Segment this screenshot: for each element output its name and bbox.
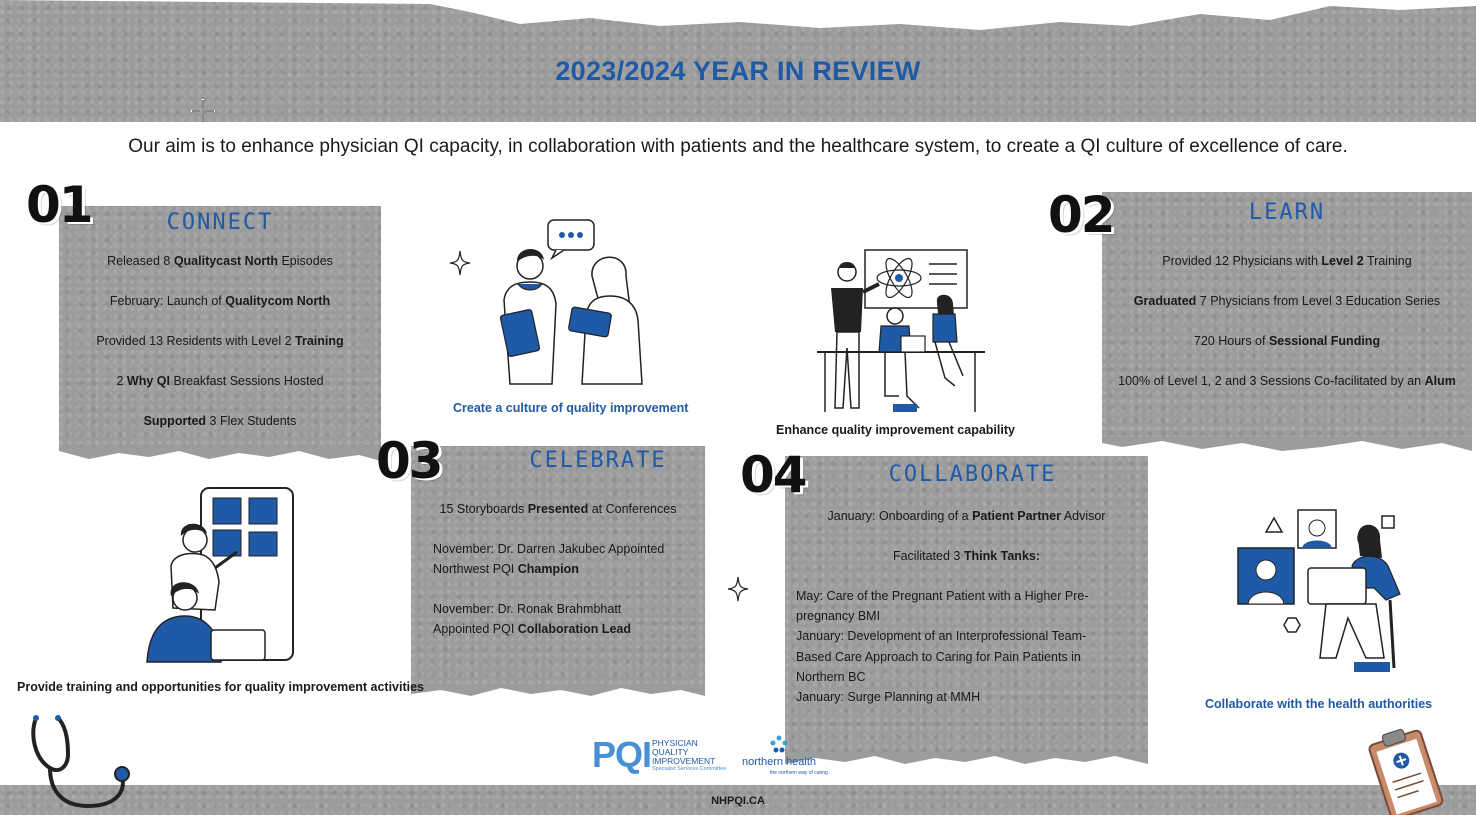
section-number-04: 04 — [740, 446, 806, 504]
puzzle-training-illustration — [145, 486, 297, 664]
celebrate-card — [411, 446, 705, 686]
northern-health-mark-icon — [768, 734, 790, 756]
collaborate-item: Facilitated 3 Think Tanks: — [892, 549, 1041, 563]
torn-edge — [785, 752, 1148, 768]
celebrate-heading: CELEBRATE — [529, 448, 667, 473]
sparkle-icon — [727, 576, 749, 602]
stethoscope-icon — [28, 714, 134, 810]
top-banner — [0, 0, 1476, 122]
learn-item: 720 Hours of Sessional Funding — [1193, 334, 1381, 348]
collaborate-item: January: Onboarding of a Patient Partner Advisor — [827, 509, 1106, 523]
section-number-03: 03 — [376, 432, 442, 490]
pqi-logo — [592, 736, 732, 776]
connect-card — [59, 206, 381, 449]
collaborate-card — [785, 456, 1148, 754]
collaborate-item: pregnancy BMI — [796, 609, 881, 623]
northern-health-name: northern health — [742, 756, 816, 768]
team-whiteboard-illustration — [815, 248, 987, 414]
sparkle-icon — [449, 250, 471, 276]
collaborate-item: Based Care Approach to Caring for Pain Patients in — [796, 650, 1081, 664]
caption-capability: Enhance quality improvement capability — [776, 423, 1015, 437]
aim-statement: Our aim is to enhance physician QI capacity, in collaboration with patients and the healthcare system, to create a QI culture of excellence of care. — [128, 136, 1348, 157]
learn-item: Graduated 7 Physicians from Level 3 Education Series — [1133, 294, 1441, 308]
celebrate-item: Appointed PQI Collaboration Lead — [433, 622, 631, 636]
crosshair-icon — [190, 98, 216, 124]
northern-health-tagline: the northern way of caring — [770, 770, 828, 776]
clipboard-icon — [1366, 728, 1444, 815]
celebrate-item: Northwest PQI Champion — [433, 562, 579, 576]
learn-card — [1102, 192, 1472, 439]
collaborate-item: January: Surge Planning at MMH — [796, 690, 981, 704]
connect-item: 2 Why QI Breakfast Sessions Hosted — [116, 374, 324, 388]
torn-edge — [59, 447, 381, 463]
learn-item: 100% of Level 1, 2 and 3 Sessions Co-facilitated by an Alum — [1118, 374, 1456, 388]
celebrate-item: November: Dr. Darren Jakubec Appointed — [433, 542, 665, 556]
celebrate-item: November: Dr. Ronak Brahmbhatt — [433, 602, 622, 616]
caption-training: Provide training and opportunities for quality improvement activities — [17, 680, 425, 694]
torn-edge — [1102, 437, 1472, 453]
two-people-talking-illustration — [490, 216, 650, 388]
section-number-01: 01 — [26, 176, 92, 234]
collaborate-item: January: Development of an Interprofessional Team- — [796, 629, 1087, 643]
collaborate-item: May: Care of the Pregnant Patient with a Higher Pre- — [796, 589, 1089, 603]
page-title: 2023/2024 YEAR IN REVIEW — [555, 56, 921, 86]
collaborate-heading: COLLABORATE — [888, 462, 1057, 487]
torn-edge — [411, 684, 705, 700]
torn-edge — [0, 0, 1476, 36]
video-call-illustration — [1236, 508, 1406, 678]
connect-heading: CONNECT — [166, 210, 274, 235]
connect-item: Supported 3 Flex Students — [143, 414, 297, 428]
celebrate-item: 15 Storyboards Presented at Conferences — [439, 502, 677, 516]
pqi-mark: PQI — [592, 734, 652, 775]
caption-authorities: Collaborate with the health authorities — [1205, 697, 1433, 711]
connect-item: Provided 13 Residents with Level 2 Training — [96, 334, 344, 348]
section-number-02: 02 — [1048, 186, 1114, 244]
pqi-subtitle: Specialist Services Committee — [652, 766, 727, 772]
collaborate-item: Northern BC — [796, 670, 866, 684]
caption-culture: Create a culture of quality improvement — [453, 401, 689, 415]
connect-item: February: Launch of Qualitycom North — [109, 294, 331, 308]
learn-heading: LEARN — [1248, 200, 1326, 225]
northern-health-logo — [742, 734, 828, 778]
connect-item: Released 8 Qualitycast North Episodes — [107, 254, 333, 268]
pqi-wordmark: PHYSICIAN QUALITY IMPROVEMENT — [652, 738, 716, 766]
learn-item: Provided 12 Physicians with Level 2 Training — [1162, 254, 1412, 268]
footer-url[interactable]: NHPQI.CA — [711, 795, 765, 807]
